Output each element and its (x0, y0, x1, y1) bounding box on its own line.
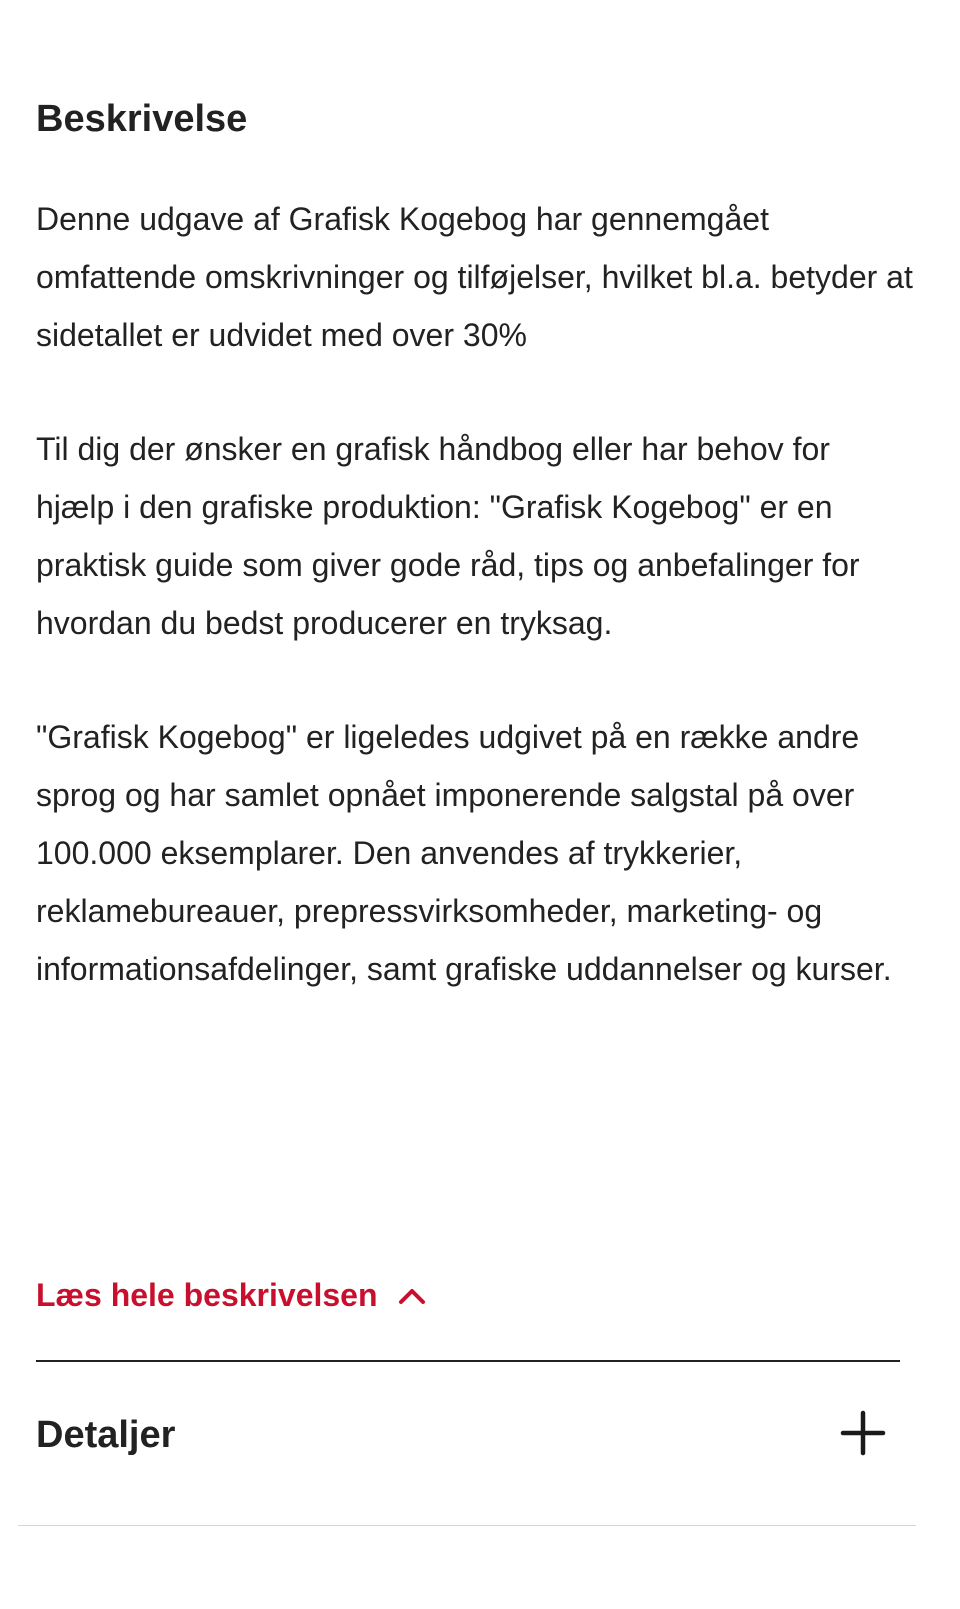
description-paragraph: Til dig der ønsker en grafisk håndbog eller har behov for hjælp i den grafiske produktion: "Grafisk Kogebog" er en praktisk guide som giver gode råd, tips og anbefalinger for hvordan du bedst producerer en tryksag. (36, 431, 860, 641)
section-divider (18, 1525, 916, 1526)
description-paragraph: Denne udgave af Grafisk Kogebog har gennemgået omfattende omskrivninger og tilføjelser, hvilket bl.a. betyder at sidetallet er udvidet med over 30% (36, 201, 913, 353)
details-accordion-toggle[interactable] (36, 1405, 900, 1465)
description-paragraph: "Grafisk Kogebog" er ligeledes udgivet på en række andre sprog og har samlet opnået imponerende salgstal på over 100.000 eksemplarer. Den anvendes af trykkerier, reklamebureauer, prepressvirksomheder, marketing- og informationsafdelinger, samt grafiske uddannelser og kurser. (36, 719, 892, 987)
section-divider (36, 1360, 900, 1362)
description-body (36, 190, 916, 1054)
details-heading: Detaljer (36, 1413, 176, 1456)
read-full-description-label: Læs hele beskrivelsen (36, 1277, 378, 1313)
plus-icon[interactable] (840, 1410, 900, 1461)
read-full-description-link[interactable] (36, 1268, 426, 1322)
chevron-up-icon (398, 1268, 426, 1322)
description-heading: Beskrivelse (36, 98, 248, 140)
